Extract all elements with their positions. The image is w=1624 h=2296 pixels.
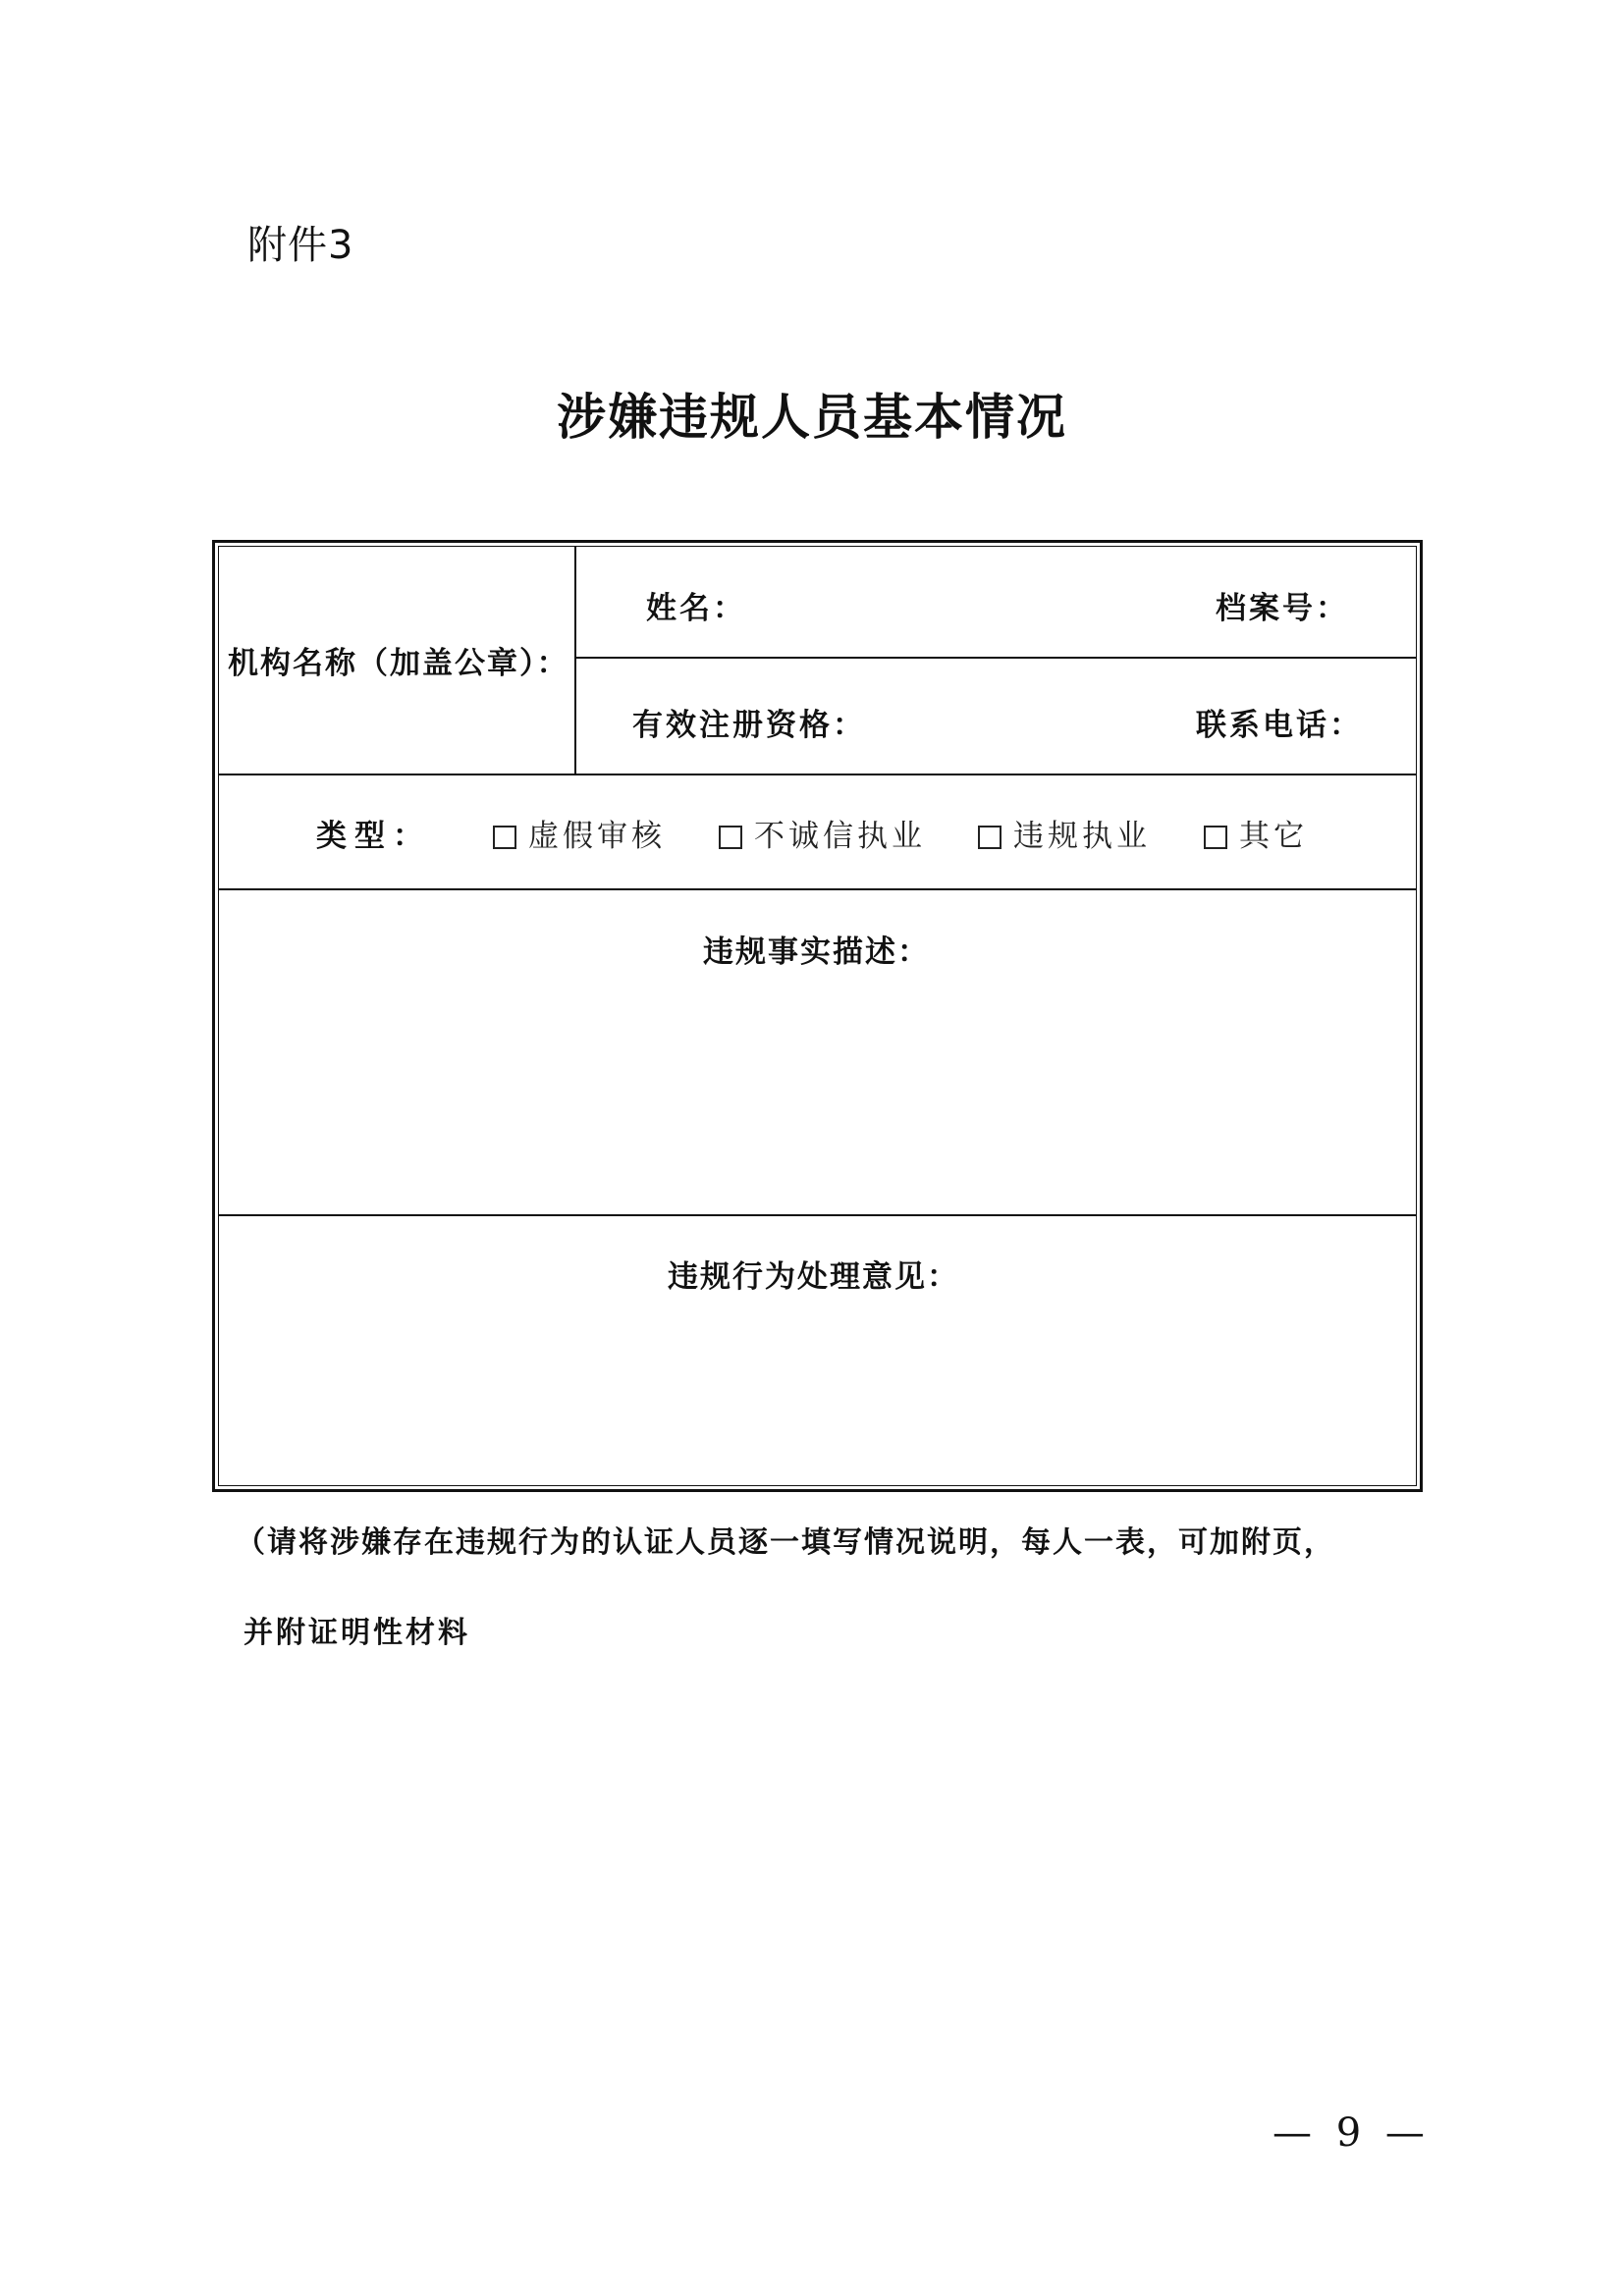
instruction-note-line2: 并附证明性材料: [244, 1616, 470, 1650]
row-divider-type-facts: [219, 888, 1416, 890]
column-divider-org: [574, 547, 576, 774]
type-option-other[interactable]: [1204, 811, 1308, 855]
instruction-note-line1: （请将涉嫌存在违规行为的认证人员逐一填写情况说明，每人一表，可加附页，: [236, 1525, 1335, 1560]
page-number: — 9 —: [1272, 2110, 1431, 2156]
document-title: 涉嫌违规人员基本情况: [557, 388, 1067, 446]
checkbox-icon[interactable]: [978, 826, 1001, 849]
type-option-label: 其它: [1239, 819, 1308, 854]
type-option-label: 虚假审核: [528, 819, 666, 854]
row-divider-name-qualification: [576, 657, 1416, 659]
type-option-label: 不诚信执业: [754, 819, 926, 854]
type-option-label: 违规执业: [1013, 819, 1151, 854]
violation-info-form: [212, 540, 1423, 1492]
name-field[interactable]: 姓名：: [646, 591, 746, 626]
checkbox-icon[interactable]: [1204, 826, 1227, 849]
attachment-label: 附件3: [247, 223, 354, 268]
org-name-label: 机构名称（加盖公章）：: [228, 646, 569, 681]
file-number-field[interactable]: 档案号：: [1216, 591, 1349, 626]
phone-field[interactable]: 联系电话：: [1196, 708, 1363, 743]
checkbox-icon[interactable]: [493, 826, 516, 849]
type-label: 类型：: [316, 819, 431, 854]
handling-opinion-field[interactable]: 违规行为处理意见：: [668, 1259, 959, 1295]
violation-facts-field[interactable]: 违规事实描述：: [703, 934, 930, 970]
type-option-false-review[interactable]: [493, 811, 666, 855]
type-option-dishonest-practice[interactable]: [719, 811, 926, 855]
row-divider-facts-opinion: [219, 1214, 1416, 1216]
checkbox-icon[interactable]: [719, 826, 742, 849]
type-option-illegal-practice[interactable]: [978, 811, 1151, 855]
qualification-field[interactable]: 有效注册资格：: [632, 708, 866, 743]
row-divider-top-type: [219, 774, 1416, 775]
